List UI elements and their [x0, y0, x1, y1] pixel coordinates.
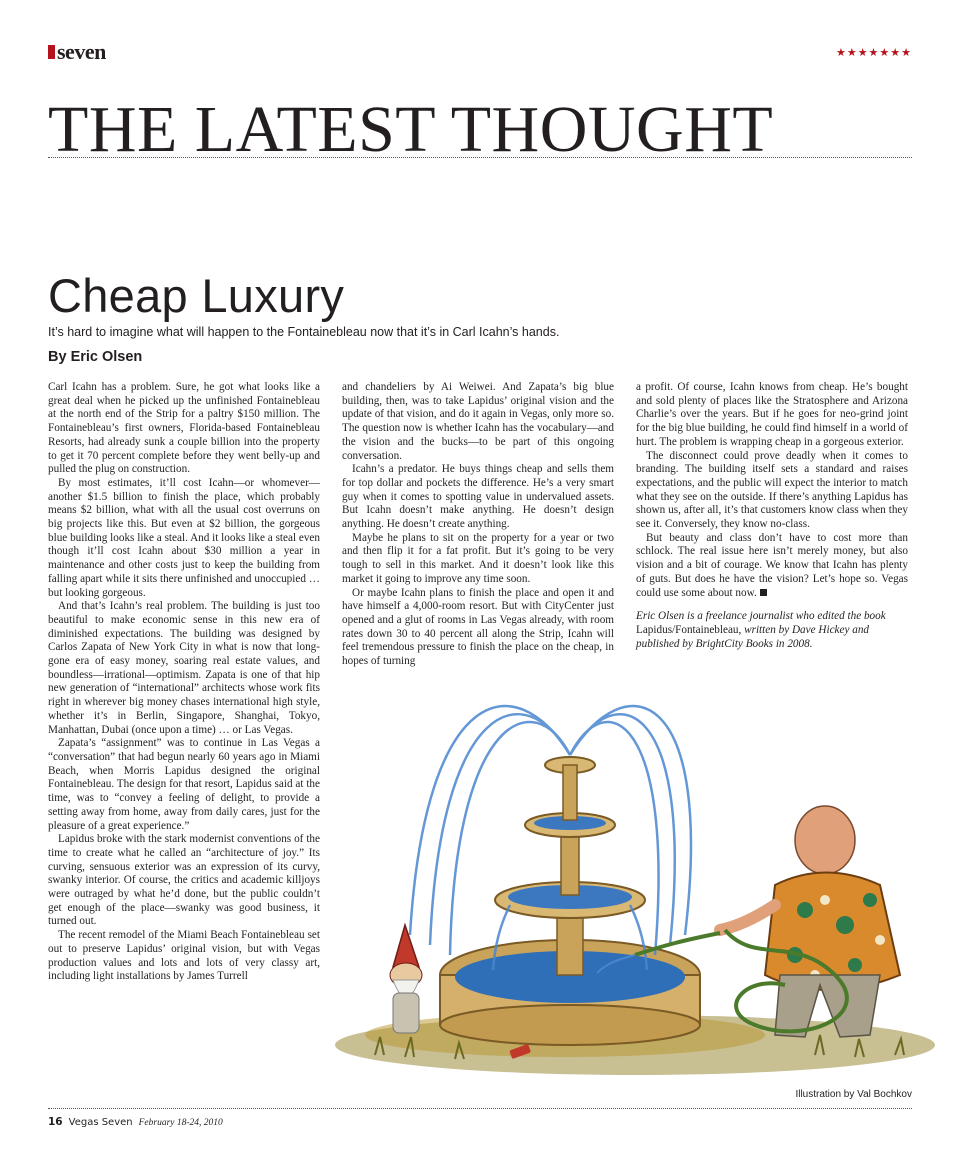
- paragraph: And that’s Icahn’s real problem. The building is just too beautiful to make economic sense in this new era of diminished expectations. The building was designed by Carlos Zapata of New York City in what is now that long-gone era of easy money, soaring real estate values, and boundless—irrational—optimism. Zapata is one of that hip new generation of “international” architects whose work fits right in wherever big money chases international high style, whether it’s in Berlin, Singapore, Shanghai, Tokyo, Manhattan, Dubai (once upon a time) … or Las Vegas.: [48, 600, 320, 736]
- fountain-illustration: [335, 675, 935, 1075]
- paragraph: By most estimates, it’ll cost Icahn—or whomever—another $1.5 billion to finish the place, which probably means $2 billion, what with all the usual cost overruns on big projects like this. But even at $2 billion, the gorgeous blue building looks like a steal. And it looks like a steal even though it’ll cost Icahn about $30 million a year in maintenance and other costs just to keep the building from falling apart while it sits there unfinished and unoccupied … but looking gorgeous.: [48, 476, 320, 599]
- body-column-1: [48, 381, 320, 984]
- body-column-3: [636, 381, 908, 651]
- paragraph: Zapata’s “assignment” was to continue in Las Vegas a “conversation” that had begun nearly 60 years ago in Miami Beach, when Morris Lapidus designed the original Fontainebleau. The design for that resort, Lapidus said at the time, was to “convey a feeling of delight, to provide a setting away from home, away from daily cares, just for the pleasure of a great experience.”: [48, 737, 320, 832]
- author-bio: [636, 610, 908, 651]
- paragraph: The disconnect could prove deadly when it comes to branding. The building itself sets a standard and raises expectations, and the public will expect the interior to match what they see on the outside. If there’s anything Lapidus has shown us, after all, it’s that customers know class when they see it. Conversely, they know no-class.: [636, 449, 908, 531]
- page-number: 16: [48, 1116, 63, 1128]
- paragraph: and chandeliers by Ai Weiwei. And Zapata’s big blue building, then, was to take Lapidus’ original vision and the update of that vision, and do it again in Vegas, only more so. The question now is whether Icahn has the vocabulary—and the vision and the bucks—to be part of this ongoing conversation.: [342, 381, 614, 462]
- paragraph-text: But beauty and class don’t have to cost more than schlock. The real issue here isn’t merely money, but also vision and a bit of courage. We know that Icahn has plenty of guts. But does he have the vision? Let’s hope so. Vegas could use some about now.: [636, 531, 908, 599]
- paragraph: Icahn’s a predator. He buys things cheap and sells them for top dollar and pockets the difference. He’s a very smart guy when it comes to spotting value in undervalued assets. But Icahn doesn’t make anything. He doesn’t design anything. He doesn’t create anything.: [342, 463, 614, 531]
- paragraph-last: [636, 532, 908, 601]
- bio-book-title: Lapidus/Fontainebleau,: [636, 623, 742, 636]
- issue-date: February 18-24, 2010: [138, 1118, 223, 1128]
- paragraph: Maybe he plans to sit on the property for a year or two and then flip it for a fat profit. But it’s going to be very tough to sell in this market. And it doesn’t look like this market it going to improve any time soon.: [342, 531, 614, 585]
- publication-name: Vegas Seven: [68, 1117, 133, 1128]
- bio-lead: Eric Olsen is a freelance journalist who edited the book: [636, 610, 886, 623]
- illustration-credit: Illustration by Val Bochkov: [795, 1089, 912, 1100]
- star-rating-decoration: ★★★★★★★: [835, 46, 912, 59]
- article-headline: Cheap Luxury: [48, 269, 345, 322]
- masthead-logo: [48, 39, 106, 64]
- bottom-dotted-rule: [48, 1108, 912, 1109]
- end-mark-icon: [760, 589, 767, 596]
- body-column-2: [342, 381, 614, 669]
- paragraph: a profit. Of course, Icahn knows from cheap. He’s bought and sold plenty of places like the Stratosphere and Arizona Charlie’s over the years. But if he goes for neo-grind joint for the big blue building, he could find himself in a world of hurt. The problem is wrapping cheap in a gorgeous exterior.: [636, 381, 908, 448]
- paragraph: Lapidus broke with the stark modernist conventions of the time to create what he called an “architecture of joy.” Its curving, sensuous exterior was an expression of its curvy, swanky interior. Of course, the critics and academic killjoys were outraged by what he’d done, but the public couldn’t get enough of the place—swanky was good business, it turned out.: [48, 833, 320, 928]
- paragraph: Carl Icahn has a problem. Sure, he got what looks like a great deal when he picked up the unfinished Fontainebleau at the north end of the Strip for a paltry $150 million. The Fontainebleau’s first owners, Florida-based Fontainebleau Resorts, had already sunk a couple billion into the property to get it 70 percent complete before they went belly-up and pulled the plug on construction.: [48, 381, 320, 476]
- page-footer: [48, 1116, 223, 1128]
- paragraph: The recent remodel of the Miami Beach Fontainebleau set out to preserve Lapidus’ original vision, but with Vegas production values and lots and lots of very classy art, including light installations by James Turrell: [48, 929, 320, 983]
- paragraph: Or maybe Icahn plans to finish the place and open it and have himself a 4,000-room resort. But with CityCenter just opened and a glut of rooms in Las Vegas already, with room rates down 30 to 40 percent all along the Strip, Icahn will feel tremendous pressure to finish the place on the cheap, in hopes of turning: [342, 586, 614, 668]
- top-dotted-rule: [48, 157, 912, 158]
- section-title: THE LATEST THOUGHT: [48, 93, 774, 166]
- logo-bar: [48, 45, 55, 59]
- article-dek: It’s hard to imagine what will happen to the Fontainebleau now that it’s in Carl Icahn’s hands.: [48, 325, 560, 339]
- logo-wordmark: seven: [57, 39, 106, 64]
- article-byline: By Eric Olsen: [48, 349, 143, 365]
- bio-tail: written by Dave Hickey and published by BrightCity Books in 2008.: [636, 623, 870, 650]
